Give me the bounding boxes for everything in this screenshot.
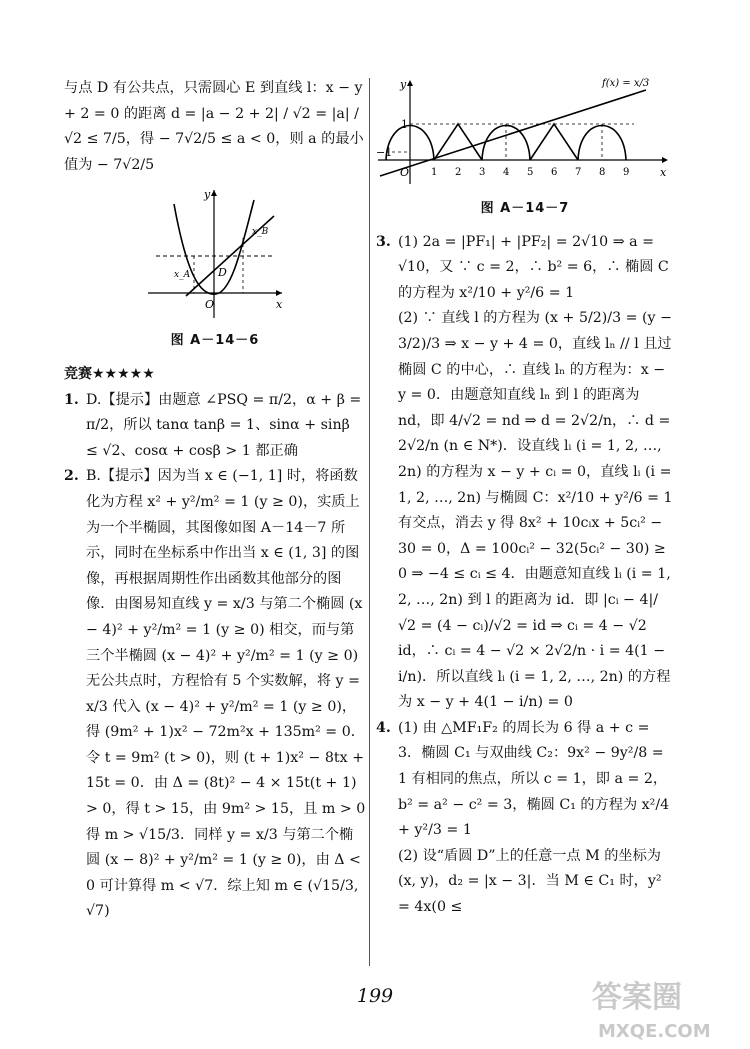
fig7-tick-2: 2 [455, 167, 462, 178]
figure-a-14-6 [140, 186, 290, 326]
question-1-text: D.【提示】由题意 ∠PSQ = π/2，α + β = π/2，所以 tanα tanβ = 1、sinα + sinβ ≤ √2、cosα + cosβ > 1 都正确 [86, 391, 362, 459]
figure-a-14-7 [376, 72, 674, 190]
question-2-text: B.【提示】因为当 x ∈ (−1, 1] 时，将函数化为方程 x² + y²/m² = 1 (y ≥ 0)，实质上为一个半椭圆，其图像如图 A－14－7 所示，同时在坐标系中作出当 x ∈ (1, 3] 的图像，再根据周期性作出函数其他部分的图像．由图易知直线 y = x/3 与第二个椭圆 (x − 4)² + y²/m² = 1 (y ≥ 0) 相交，而与第三个半椭圆 (x − 4)² + y²/m² = 1 (y ≥ 0) 无公共点时，方程恰有 5 个实数解，将 y = x/3 代入 (x − 4)² + y²/m² = 1 (y ≥ 0)，得 (9m² + 1)x² − 72m²x + 135m² = 0．令 t = 9m² (t > 0)，则 (t + 1)x² − 8tx + 15t = 0．由 Δ = (8t)² − 4 × 15t(t + 1) > 0，得 t > 15，由 9m² > 15，且 m > 0 得 m > √15/3．同样 y = x/3 与第二个椭圆 (x − 8)² + y²/m² = 1 (y ≥ 0)，由 Δ < 0 可计算得 m < √7．综上知 m ∈ (√15/3, √7) [86, 468, 366, 920]
fig7-tick-3: 3 [479, 167, 486, 178]
fig6-x-arrow [276, 290, 282, 296]
section-heading: 竞赛★★★★★ [64, 365, 155, 382]
fig6-y-arrow [211, 190, 217, 196]
fig7-label-x: x [660, 166, 667, 179]
page-number: 199 [356, 985, 394, 1007]
left-paragraph-1: 与点 D 有公共点，只需圆心 E 到直线 l：x − y + 2 = 0 的距离 d = |a − 2 + 2| / √2 = |a| / √2 ≤ 7/5，得 − 7√2/5 ≤ a < 0，则 a 的最小值为 − 7√2/5 [64, 80, 364, 173]
fig6-label-xb: x_B [252, 227, 269, 238]
fig7-tick-4: 4 [503, 167, 510, 178]
question-3-part-1: (1) 2a = |PF₁| + |PF₂| = 2√10 ⇒ a = √10，又 ∵ c = 2，∴ b² = 6，∴ 椭圆 C 的方程为 x²/10 + y²/6 = 1 [398, 233, 669, 301]
question-4-part-2: (2) 设“盾圆 D”上的任意一点 M 的坐标为 (x, y)，d₂ = |x − 3|．当 M ∈ C₁ 时，y² = 4x(0 ≤ [398, 847, 662, 916]
fig7-tick-5: 5 [527, 167, 534, 178]
question-1-number: 1. [64, 391, 79, 408]
question-3-number: 3. [376, 233, 391, 250]
fig7-triangle-2 [530, 124, 578, 160]
fig6-label-x: x [276, 298, 283, 312]
watermark-bottom: MXQE.COM [598, 1021, 711, 1042]
column-divider [369, 78, 370, 966]
fig7-label-one: 1 [401, 118, 408, 131]
fig7-tick-6: 6 [551, 167, 558, 178]
fig7-tick-7: 7 [575, 167, 582, 178]
fig7-label-o: O [400, 166, 410, 179]
fig7-x-arrow [662, 157, 668, 163]
fig6-label-y: y [204, 188, 211, 202]
fig7-tick-1: 1 [431, 167, 438, 178]
figure-a-14-6-caption: 图 A－14－6 [170, 333, 260, 349]
question-1 [64, 388, 366, 465]
fig6-label-xa: x_A [174, 270, 191, 281]
question-4-number: 4. [376, 719, 391, 736]
question-3-part-2: (2) ∵ 直线 l 的方程为 (x + 5/2)/3 = (y − 3/2)/3 ⇒ x − y + 4 = 0，直线 lₙ // l 且过椭圆 C 的中心，∴ 直线 lₙ 的方程为：x − y = 0．由题意知直线 lₙ 到 l 的距离为 nd，即 4/√2 = nd ⇒ d = 2√2/n，∴ d = 2√2/n (n ∈ N*)．设直线 lᵢ (i = 1, 2, …, 2n) 的方程为 x − y + cᵢ = 0，直线 lᵢ (i = 1, 2, …, 2n) 与椭圆 C：x²/10 + y²/6 = 1 有交点，消去 y 得 8x² + 10cᵢx + 5cᵢ² − 30 = 0，Δ = 100cᵢ² − 32(5cᵢ² − 30) ≥ 0 ⇒ −4 ≤ cᵢ ≤ 4．由题意知直线 lᵢ (i = 1, 2, …, 2n) 到 l 的距离为 id．即 |cᵢ − 4|/√2 = (4 − cᵢ)/√2 = id ⇒ cᵢ = 4 − √2 id，∴ cᵢ = 4 − √2 × 2√2/n · i = 4(1 − i/n)．所以直线 lᵢ (i = 1, 2, …, 2n) 的方程为 x − y + 4(1 − i/n) = 0 [398, 310, 673, 711]
right-column [376, 72, 674, 921]
fig7-line [380, 90, 646, 176]
figure-a-14-7-caption: 图 A－14－7 [480, 201, 570, 216]
fig7-tick-labels [431, 167, 629, 178]
fig7-func-label: f(x) = x/3 [602, 78, 650, 89]
watermark-top: 答案圈 [592, 980, 682, 1015]
question-3 [376, 230, 674, 307]
watermark-logo [588, 971, 738, 1043]
fig6-label-o: O [205, 298, 215, 312]
fig6-label-d: D [218, 266, 227, 280]
question-4 [376, 716, 674, 844]
question-2-number: 2. [64, 468, 79, 485]
question-4-part-1: (1) 由 △MF₁F₂ 的周长为 6 得 a + c = 3．椭圆 C₁ 与双曲线 C₂：9x² − 9y²/8 = 1 有相同的焦点，所以 c = 1，即 a = 2，b² = a² − c² = 3，椭圆 C₁ 的方程为 x²/4 + y²/3 = 1 [398, 719, 670, 839]
fig7-y-arrow [407, 80, 413, 86]
left-column [64, 76, 366, 925]
fig7-triangle-1 [434, 124, 482, 160]
fig7-tick-8: 8 [599, 167, 606, 178]
fig7-label-neg1: −1 [376, 146, 393, 159]
fig7-tick-9: 9 [623, 167, 630, 178]
question-2 [64, 464, 366, 925]
fig7-label-y: y [400, 78, 407, 91]
